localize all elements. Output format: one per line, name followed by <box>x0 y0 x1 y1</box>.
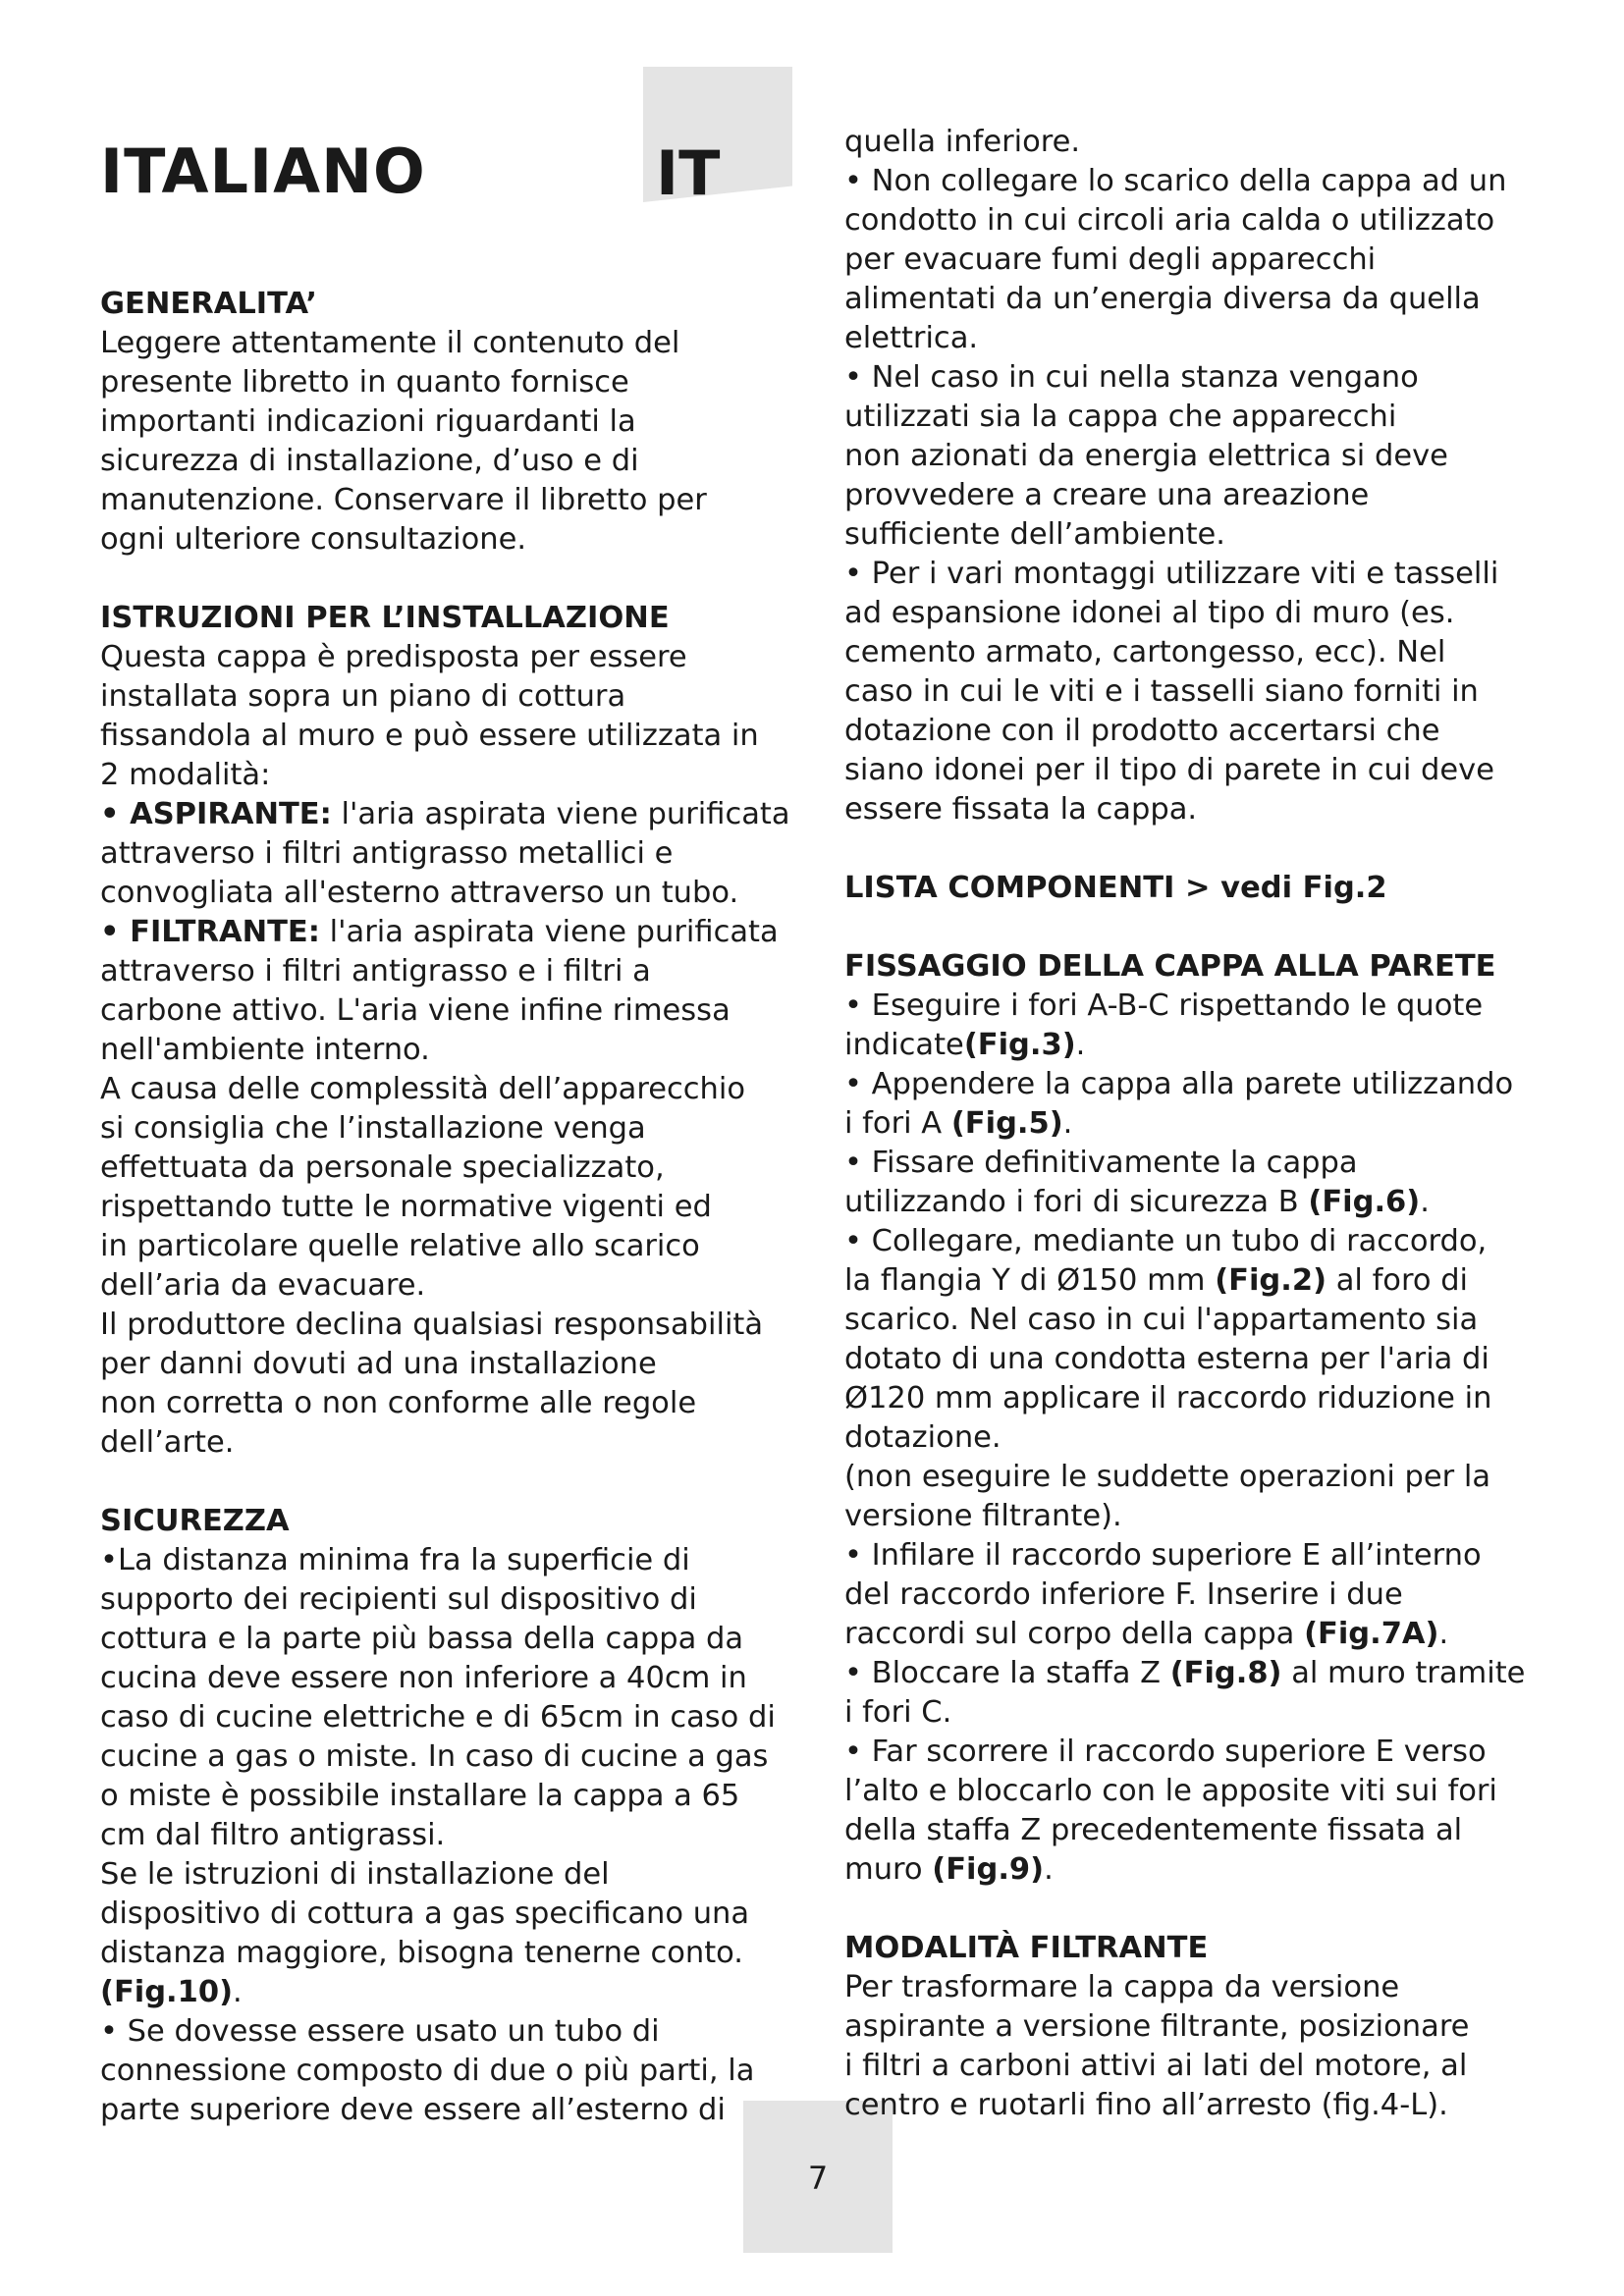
step-6-fig-ref: (Fig.8) <box>1169 1656 1282 1690</box>
generalita-heading: GENERALITA’ <box>100 287 317 321</box>
step-1 <box>844 987 1532 1065</box>
filtrante-text: l'aria aspirata viene purificata attraverso i filtri antigrasso e i filtri a carbone attivo. L'aria viene infine rimessa nell'ambiente interno. <box>100 915 779 1067</box>
sicurezza-text: •La distanza minima fra la superficie di supporto dei recipienti sul dispositivo di cottura e la parte più bassa della cappa da cucina deve essere non inferiore a 40cm in caso di cucine elettriche e di 65cm in caso di cucine a gas o miste. In caso di cucine a gas o miste è possibile installare la cappa a 65 cm dal filtro antigrassi. Se le istruzioni di installazione del dispositivo di cottura a gas specificano una distanza maggiore, bisogna tenerne conto. <box>100 1543 776 1970</box>
modalita-heading: MODALITÀ FILTRANTE <box>844 1931 1209 1965</box>
step-7-end: . <box>1044 1852 1054 1887</box>
step-4-fig-ref: (Fig.2) <box>1215 1263 1327 1298</box>
step-2-fig-ref: (Fig.5) <box>950 1106 1063 1141</box>
step-3-text: • Fissare definitivamente la cappa utilizzando i fori di sicurezza B <box>844 1146 1358 1219</box>
step-2 <box>844 1065 1532 1144</box>
istruzioni-heading: ISTRUZIONI PER L’INSTALLAZIONE <box>100 601 670 635</box>
fissaggio-heading: FISSAGGIO DELLA CAPPA ALLA PARETE <box>844 949 1496 984</box>
language-title: ITALIANO <box>100 135 426 207</box>
istruzioni-text: Questa cappa è predisposta per essere installata sopra un piano di cottura fissandola al muro e può essere utilizzata in 2 modalità: <box>100 640 759 792</box>
step-7 <box>844 1733 1532 1890</box>
step-3-fig-ref: (Fig.6) <box>1308 1185 1421 1219</box>
continued-text: quella inferiore. • Non collegare lo scarico della cappa ad un condotto in cui circoli aria calda o utilizzato per evacuare fumi degli apparecchi alimentati da un’energia diversa da quella elettrica. • Nel caso in cui nella stanza vengano utilizzati sia la cappa che apparecchi non azionati da energia elettrica si deve provvedere a creare una areazione sufficiente dell’ambiente. • Per i vari montaggi utilizzare viti e tasselli ad espansione idonei al tipo di muro (es. cemento armato, cartongesso, ecc). Nel caso in cui le viti e i tasselli siano forniti in dotazione con il prodotto accertarsi che siano idonei per il tipo di parete in cui deve essere fissata la cappa. <box>844 125 1507 827</box>
step-7-text: • Far scorrere il raccordo superiore E verso l’alto e bloccarlo con le apposite viti sui fori della staffa Z precedentemente fissata al muro <box>844 1735 1497 1887</box>
aspirante-paragraph <box>100 795 807 913</box>
sicurezza-fig-ref: (Fig.10) <box>100 1975 234 2009</box>
modalita-text: Per trasformare la cappa da versione aspirante a versione filtrante, posizionare i filtri a carboni attivi ai lati del motore, al centro e ruotarli fino all’arresto (fig.4-L). <box>844 1970 1470 2122</box>
right-column <box>844 123 1532 2125</box>
step-1-end: . <box>1075 1028 1086 1062</box>
step-6 <box>844 1654 1532 1733</box>
step-1-text: • Eseguire i fori A-B-C rispettando le quote indicate <box>844 988 1484 1062</box>
filtrante-paragraph <box>100 913 807 1070</box>
step-6-text: • Bloccare la staffa Z <box>844 1656 1170 1690</box>
sicurezza-heading: SICUREZZA <box>100 1504 290 1538</box>
step-3 <box>844 1144 1532 1222</box>
aspirante-text: l'aria aspirata viene purificata attraverso i filtri antigrasso metallici e convogliata all'esterno attraverso un tubo. <box>100 797 790 910</box>
produttore-text: Il produttore declina qualsiasi responsabilità per danni dovuti ad una installazione non corretta o non conforme alle regole dell’arte. <box>100 1308 764 1460</box>
tubo-text: • Se dovesse essere usato un tubo di connessione composto di due o più parti, la parte superiore deve essere all’esterno di <box>100 2014 755 2127</box>
language-code: IT <box>656 137 721 209</box>
note-text: (non eseguire le suddette operazioni per la versione filtrante). <box>844 1460 1491 1533</box>
page-number: 7 <box>807 2160 829 2197</box>
sicurezza-fig-line <box>100 1973 807 2012</box>
aspirante-label: • ASPIRANTE: <box>100 797 332 831</box>
step-7-fig-ref: (Fig.9) <box>932 1852 1045 1887</box>
step-2-end: . <box>1062 1106 1073 1141</box>
generalita-text: Leggere attentamente il contenuto del presente libretto in quanto fornisce importanti indicazioni riguardanti la sicurezza di installazione, d’uso e di manutenzione. Conservare il libretto per ogni ulteriore consultazione. <box>100 326 707 557</box>
step-5-end: . <box>1438 1617 1449 1651</box>
step-4-end: al foro di scarico. Nel caso in cui l'appartamento sia dotato di una condotta esterna per l'aria di Ø120 mm applicare il raccordo riduzione in dotazione. <box>844 1263 1492 1455</box>
step-4-text: • Collegare, mediante un tubo di raccordo, la flangia Y di Ø150 mm <box>844 1224 1488 1298</box>
step-1-fig-ref: (Fig.3) <box>963 1028 1076 1062</box>
left-column <box>100 285 807 2130</box>
lista-heading: LISTA COMPONENTI > vedi Fig.2 <box>844 871 1387 905</box>
step-5-fig-ref: (Fig.7A) <box>1304 1617 1439 1651</box>
step-6-end: al muro tramite i fori C. <box>844 1656 1526 1730</box>
step-4 <box>844 1222 1532 1458</box>
complessita-text: A causa delle complessità dell’apparecchio si consiglia che l’installazione venga effettuata da personale specializzato, rispettando tutte le normative vigenti ed in particolare quelle relative allo scarico dell’aria da evacuare. <box>100 1072 746 1303</box>
step-5-text: • Infilare il raccordo superiore E all’interno del raccordo inferiore F. Inserire i due raccordi sul corpo della cappa <box>844 1538 1482 1651</box>
step-2-text: • Appendere la cappa alla parete utilizzando i fori A <box>844 1067 1514 1141</box>
step-3-end: . <box>1420 1185 1430 1219</box>
sicurezza-fig-end: . <box>233 1975 243 2009</box>
step-5 <box>844 1536 1532 1654</box>
filtrante-label: • FILTRANTE: <box>100 915 320 949</box>
